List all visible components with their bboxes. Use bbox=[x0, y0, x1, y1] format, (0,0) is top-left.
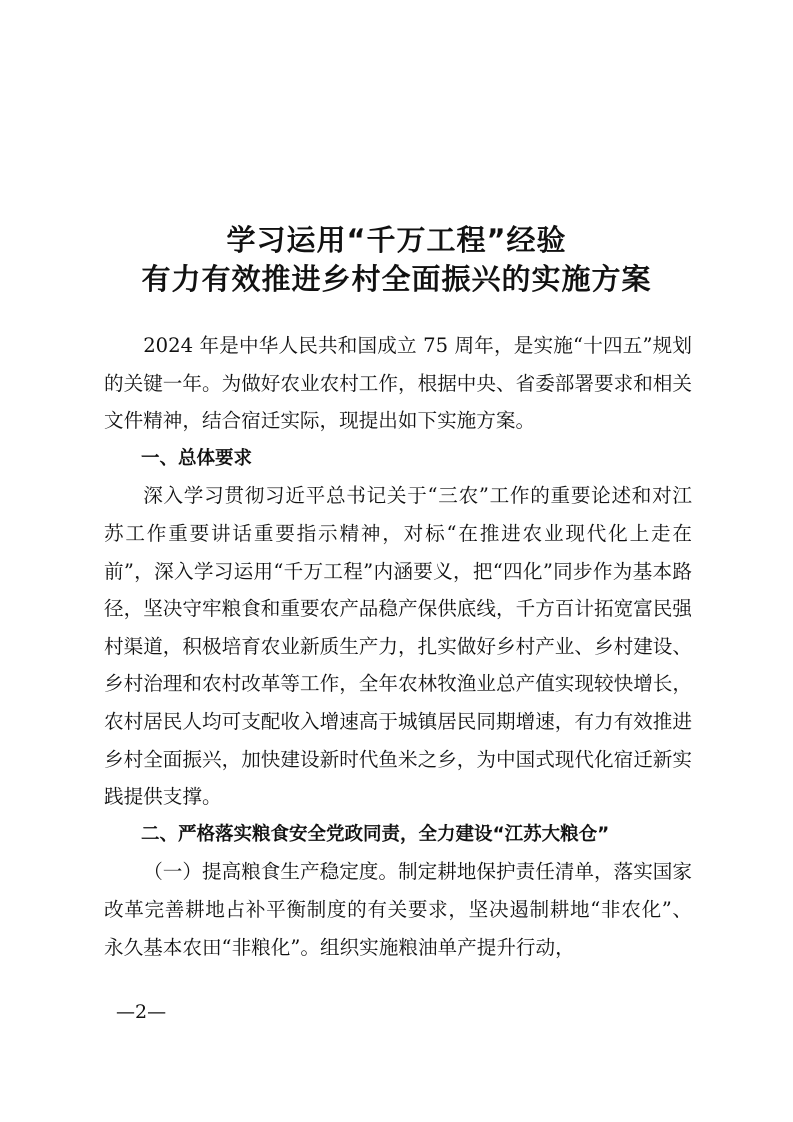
document-title-line-1: 学习运用“千万工程”经验 bbox=[226, 223, 567, 257]
document-title-line-2: 有力有效推进乡村全面振兴的实施方案 bbox=[141, 262, 652, 296]
intro-paragraph: 2024 年是中华人民共和国成立 75 周年，是实施“十四五”规划的关键一年。为做好农业农村工作，根据中央、省委部署要求和相关文件精神，结合宿迁实际，现提出如下实施方案。 bbox=[104, 334, 692, 433]
section-1-paragraph: 深入学习贯彻习近平总书记关于“三农”工作的重要论述和对江苏工作重要讲话重要指示精神，对标“在推进农业现代化上走在前”，深入学习运用“千万工程”内涵要义，把“四化”同步作为基本路径，坚决守牢粮食和重要农产品稳产保供底线，千方百计拓宽富民强村渠道，积极培育农业新质生产力，扎实做好乡村产业、乡村建设、乡村治理和农村改革等工作，全年农林牧渔业总产值实现较快增长，农村居民人均可支配收入增速高于城镇居民同期增速，有力有效推进乡村全面振兴，加快建设新时代鱼米之乡，为中国式现代化宿迁新实践提供支撑。 bbox=[104, 484, 692, 809]
section-heading-1: 一、总体要求 bbox=[141, 447, 253, 469]
document-body bbox=[104, 327, 692, 966]
section-2-paragraph: （一）提高粮食生产稳定度。制定耕地保护责任清单，落实国家改革完善耕地占补平衡制度的有关要求，坚决遏制耕地“非农化”、永久基本农田“非粮化”。组织实施粮油单产提升行动， bbox=[104, 860, 692, 959]
page-number: —2— bbox=[116, 1001, 167, 1023]
section-heading-2: 二、严格落实粮食安全党政同责，全力建设“江苏大粮仓” bbox=[141, 823, 610, 845]
